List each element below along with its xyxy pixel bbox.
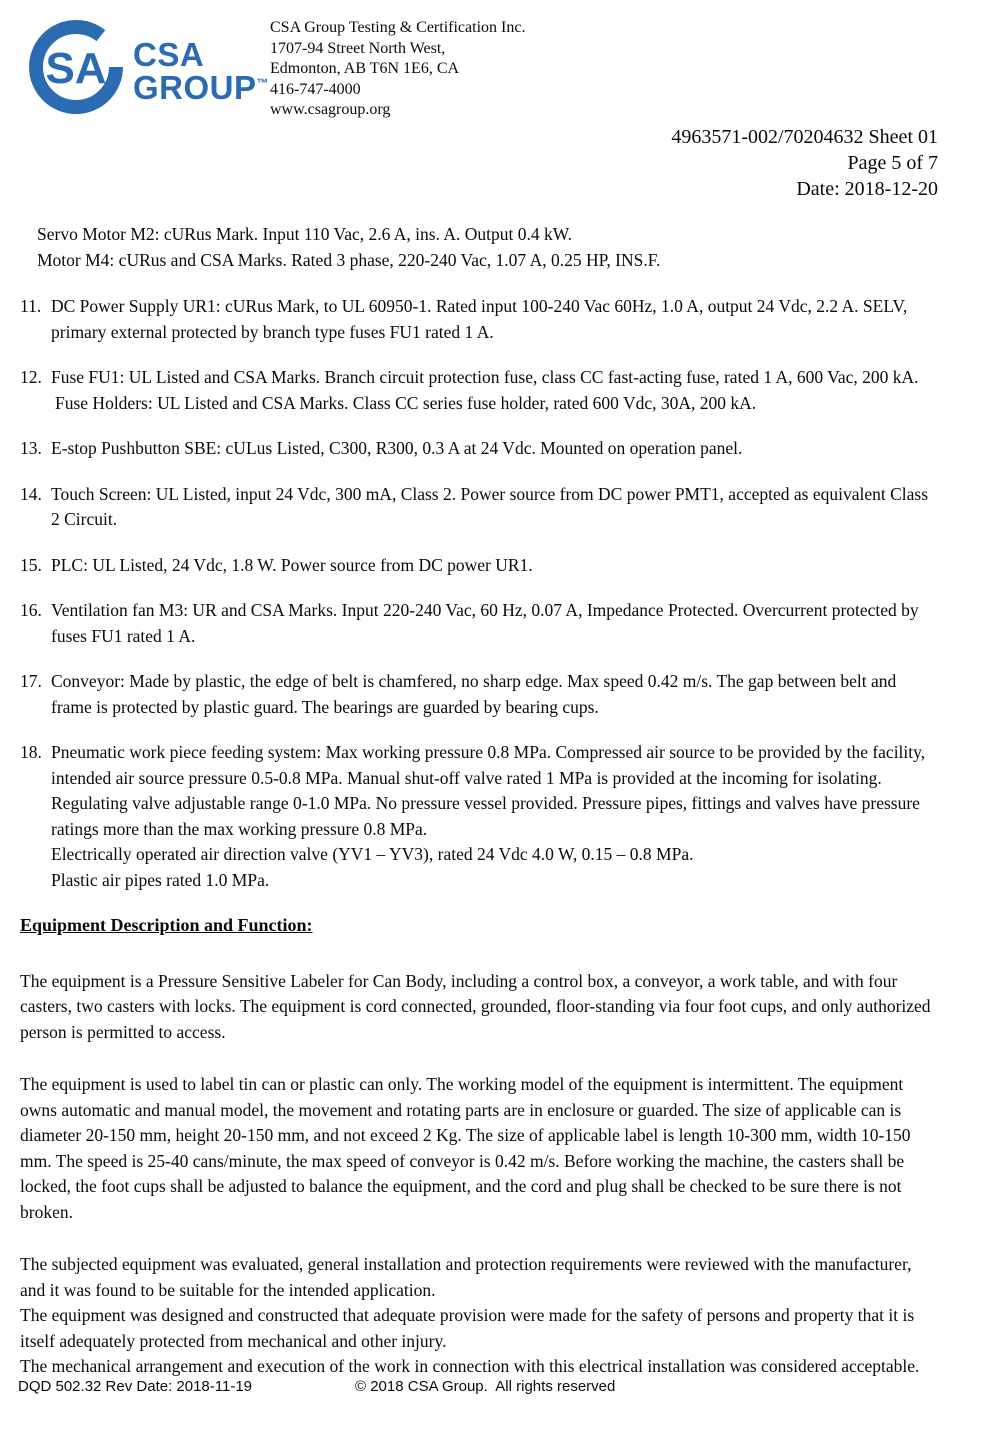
item-text: Ventilation fan M3: UR and CSA Marks. Input 220-240 Vac, 60 Hz, 0.07 A, Impedance Protected. Overcurrent protected by fuses FU1 rated 1 A. (51, 600, 919, 646)
item-number: 16. (20, 600, 42, 620)
document-reference: 4963571-002/70204632 Sheet 01 (671, 126, 938, 148)
servo-motor-line: Servo Motor M2: cURus Mark. Input 110 Vac, 2.6 A, ins. A. Output 0.4 kW. (37, 224, 573, 244)
item-text: Touch Screen: UL Listed, input 24 Vdc, 300 mA, Class 2. Power source from DC power PMT1, accepted as equivalent Class 2 Circuit. (51, 483, 929, 529)
page-footer (18, 1378, 978, 1395)
motor-m4-line: Motor M4: cURus and CSA Marks. Rated 3 phase, 220-240 Vac, 1.07 A, 0.25 HP, INS.F. (37, 249, 661, 270)
company-name: CSA Group Testing & Certification Inc. (270, 19, 526, 36)
item-text: DC Power Supply UR1: cURus Mark, to UL 60950-1. Rated input 100-240 Vac 60Hz, 1.0 A, output 24 Vdc, 2.2 A. SELV, primary external protected by branch type fuses FU1 rated 1 A. (51, 296, 908, 342)
air-pipes-line: Plastic air pipes rated 1.0 MPa. (51, 869, 270, 890)
item-number: 11. (20, 296, 42, 316)
fuse-holders-line: Fuse Holders: UL Listed and CSA Marks. Class CC series fuse holder, rated 600 Vdc, 30A, 200 kA. (55, 392, 757, 413)
csa-monogram-letters: SA (45, 44, 107, 93)
footer-copyright: © 2018 CSA Group. All rights reserved (355, 1378, 616, 1395)
trademark-symbol: ™ (256, 76, 269, 90)
item-number: 12. (20, 367, 42, 387)
item-text: PLC: UL Listed, 24 Vdc, 1.8 W. Power source from DC power UR1. (51, 554, 533, 575)
csa-monogram-icon (28, 14, 124, 118)
item-number: 17. (20, 671, 42, 691)
item-text: Pneumatic work piece feeding system: Max working pressure 0.8 MPa. Compressed air source to be provided by the facility, intended air source pressure 0.5-0.8 MPa. Manual shut-off valve rated 1 MPa is provided at the incoming for isolating. Regulating valve adjustable range 0-1.0 MPa. No pressure vessel provided. Pressure pipes, fittings and valves have pressure ratings more than the max working pressure 0.8 MPa. Electrically operated air direction valve (YV1 – YV3), rated 24 Vdc 4.0 W, 0.15 – 0.8 MPa. Plastic air pipes rated 1.0 MPa. (51, 740, 938, 893)
evaluation-line-2: The equipment was designed and constructed that adequate provision were made for the safety of persons and property that it is itself adequately protected from mechanical and other injury. (20, 1305, 915, 1351)
list-item-14 (20, 482, 938, 533)
description-paragraph-2: The equipment is used to label tin can or plastic can only. The working model of the equipment is intermittent. The equipment owns automatic and manual model, the movement and rotating parts are in enclosure or guarded. The size of applicable can is diameter 20-150 mm, height 20-150 mm, and not exceed 2 Kg. The size of applicable label is length 10-300 mm, width 10-150 mm. The speed is 25-40 cans/minute, the max speed of conveyor is 0.42 m/s. Before working the machine, the casters shall be locked, the foot cups shall be adjusted to balance the equipment, and the cord and plug shall be checked to be sure there is not broken. (20, 1074, 911, 1222)
motor-notes (20, 222, 938, 273)
item-text: E-stop Pushbutton SBE: cULus Listed, C300, R300, 0.3 A at 24 Vdc. Mounted on operation panel. (51, 438, 743, 458)
company-website: www.csagroup.org (270, 101, 391, 118)
document-body (20, 222, 938, 1380)
item-number: 13. (20, 438, 42, 458)
csa-group-logo (28, 14, 269, 118)
list-item-18 (20, 740, 938, 893)
section-heading: Equipment Description and Function: (20, 915, 313, 935)
brand-line-group: GROUP™ (133, 69, 269, 106)
item-number: 14. (20, 483, 42, 504)
list-item-12 (20, 365, 938, 416)
description-paragraph-1: The equipment is a Pressure Sensitive Labeler for Can Body, including a control box, a conveyor, a work table, and with four casters, two casters with locks. The equipment is cord connected, grounded, floor-standing via four foot cups, and only authorized person is permitted to access. (20, 970, 931, 1042)
item-number: 15. (20, 554, 42, 575)
footer-revision: DQD 502.32 Rev Date: 2018-11-19 (18, 1378, 253, 1395)
brand-line-csa: CSA (133, 36, 205, 73)
evaluation-paragraph (20, 1252, 938, 1380)
list-item-13 (20, 436, 938, 462)
list-item-15 (20, 553, 938, 579)
document-date: Date: 2018-12-20 (796, 178, 938, 200)
list-item-16 (20, 598, 938, 649)
csa-brand-name (133, 36, 269, 106)
document-info (671, 124, 938, 202)
evaluation-line-1: The subjected equipment was evaluated, general installation and protection requirements were reviewed with the manufacturer, and it was found to be suitable for the intended application. (20, 1254, 912, 1300)
company-city: Edmonton, AB T6N 1E6, CA (270, 60, 460, 77)
list-item-17 (20, 669, 938, 720)
company-info (270, 18, 525, 121)
company-phone: 416-747-4000 (270, 80, 361, 98)
page-number: Page 5 of 7 (847, 152, 938, 174)
list-item-11 (20, 294, 938, 345)
item-text: Fuse FU1: UL Listed and CSA Marks. Branch circuit protection fuse, class CC fast-acting fuse, rated 1 A, 600 Vac, 200 kA. Fuse Holders: UL Listed and CSA Marks. Class CC series fuse holder, rated 600 Vdc, 30A, 200 kA. (51, 365, 938, 416)
item-text: Conveyor: Made by plastic, the edge of belt is chamfered, no sharp edge. Max speed 0.42 m/s. The gap between belt and frame is protected by plastic guard. The bearings are guarded by bearing cups. (51, 671, 897, 717)
item-number: 18. (20, 742, 42, 762)
company-street: 1707-94 Street North West, (270, 39, 446, 57)
evaluation-line-3: The mechanical arrangement and execution of the work in connection with this electrical installation was considered acceptable. (20, 1356, 920, 1376)
air-valve-line: Electrically operated air direction valve (YV1 – YV3), rated 24 Vdc 4.0 W, 0.15 – 0.8 MPa. (51, 844, 694, 864)
